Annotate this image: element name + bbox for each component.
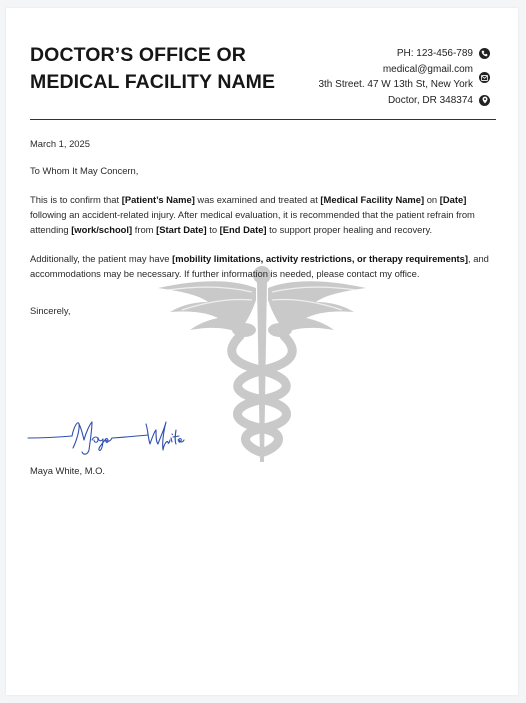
signer-name: Maya White, M.O. <box>30 465 106 476</box>
location-pin-icon <box>479 95 490 106</box>
phone-text: PH: 123-456-789 <box>396 48 473 60</box>
address-row-1 <box>318 77 490 93</box>
address-line2-text: Doctor, DR 348374 <box>387 94 473 106</box>
email-icon <box>479 72 490 83</box>
contact-block <box>318 46 490 108</box>
facility-name-line2: MEDICAL FACILITY NAME <box>30 71 276 93</box>
placeholder-end-date: [End Date] <box>219 224 267 235</box>
placeholder-work-school: [work/school] <box>71 224 133 235</box>
p1-text-a: This is to confirm that <box>30 194 122 205</box>
p2-text-a: Additionally, the patient may have <box>30 253 173 264</box>
paragraph-2 <box>30 251 492 281</box>
p1-text-f: to <box>206 224 220 235</box>
p1-text-c: on <box>424 194 440 205</box>
p1-text-b: was examined and treated at <box>194 194 321 205</box>
letter-date: March 1, 2025 <box>30 138 90 149</box>
placeholder-date: [Date] <box>439 194 467 205</box>
email-row <box>318 62 490 78</box>
handwritten-signature <box>26 416 186 458</box>
facility-name <box>30 42 280 96</box>
letter-body <box>30 136 492 318</box>
placeholder-start-date: [Start Date] <box>156 224 207 235</box>
placeholder-patient-name: [Patient’s Name] <box>121 194 195 205</box>
address-line1-text: 3th Street. 47 W 13th St, New York <box>318 79 473 91</box>
header-divider <box>30 119 496 120</box>
p1-text-e: from <box>132 224 157 235</box>
phone-icon <box>479 48 490 59</box>
letter-page <box>6 8 518 695</box>
phone-row <box>318 46 490 62</box>
p2-text-b: , and accommodations may be necessary. If further information is needed, please contact my office. <box>30 253 489 279</box>
p1-text-d: following an accident-related injury. After medical evaluation, it is recommended that the patient refrain from attending <box>30 209 475 235</box>
placeholder-limitations: [mobility limitations, activity restrictions, or therapy requirements] <box>172 253 469 264</box>
placeholder-facility-name: [Medical Facility Name] <box>320 194 425 205</box>
paragraph-1 <box>30 192 492 237</box>
salutation: To Whom It May Concern, <box>30 165 139 176</box>
facility-name-line1: DOCTOR’S OFFICE OR <box>30 44 246 66</box>
closing: Sincerely, <box>30 305 71 316</box>
address-row-2 <box>318 93 490 109</box>
email-text: medical@gmail.com <box>382 63 473 75</box>
p1-text-g: to support proper healing and recovery. <box>266 224 433 235</box>
